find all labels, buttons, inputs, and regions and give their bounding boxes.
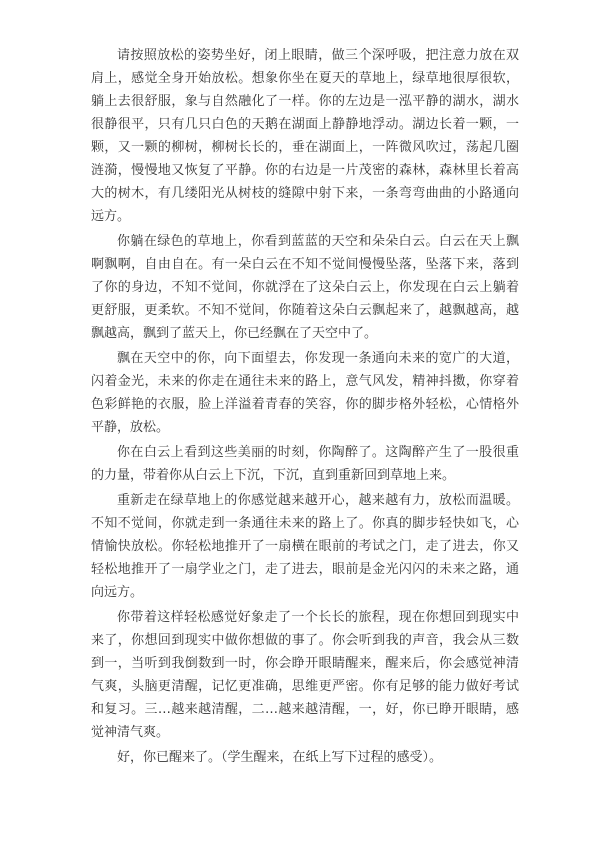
paragraph-relaxation-intro: 请按照放松的姿势坐好，闭上眼睛，做三个深呼吸，把注意力放在双肩上，感觉全身开始放松。想象你坐在夏天的草地上，绿草地很厚很软，躺上去很舒服，象与自然融化了一样。你的左边是一泓平静的湖水，湖水很静很平，只有几只白色的天鹅在湖面上静静地浮动。湖边长着一颗，一颗，又一颗的柳树，柳树长长的，垂在湖面上，一阵微风吹过，荡起几圈涟漪，慢慢地又恢复了平静。你的右边是一片茂密的森林，森林里长着高大的树木，有几缕阳光从树枝的缝隙中射下来，一条弯弯曲曲的小路通向远方。	[91, 48, 519, 224]
paragraph-open-doors: 重新走在绿草地上的你感觉越来越开心，越来越有力，放松而温暖。不知不觉间，你就走到一条通往未来的路上了。你真的脚步轻快如飞，心情愉快放松。你轻松地推开了一扇横在眼前的考试之门，走了进去，你又轻松地推开了一扇学业之门，走了进去，眼前是金光闪闪的未来之路，通向远方。	[91, 493, 519, 600]
paragraph-floating-cloud: 你躺在绿色的草地上，你看到蓝蓝的天空和朵朵白云。白云在天上飘啊飘啊，自由自在。有一朵白云在不知不觉间慢慢坠落，坠落下来，落到了你的身边，不知不觉间，你就浮在了这朵白云上，你发现在白云上躺着更舒服，更柔软。不知不觉间，你随着这朵白云飘起来了，越飘越高，越飘越高，飘到了蓝天上，你已经飘在了天空中了。	[91, 234, 519, 341]
paragraph-awake: 好，你已醒来了。（学生醒来，在纸上写下过程的感受）。	[117, 750, 443, 765]
paragraph-countdown: 你带着这样轻松感觉好象走了一个长长的旅程，现在你想回到现实中来了，你想回到现实中做你想做的事了。你会听到我的声音，我会从三数到一，当听到我倒数到一时，你会睁开眼睛醒来，醒来后，你会感觉神清气爽，头脑更清醒，记忆更准确，思维更严密。你有足够的能力做好考试和复习。三…越来越清醒，二…越来越清醒，一，好，你已睁开眼睛，感觉神清气爽。	[91, 610, 519, 740]
paragraph-return-to-grass: 你在白云上看到这些美丽的时刻，你陶醉了。这陶醉产生了一股很重的力量，带着你从白云上下沉，下沉，直到重新回到草地上来。	[91, 445, 519, 483]
document-body	[91, 44, 519, 771]
paragraph-future-road: 飘在天空中的你，向下面望去，你发现一条通向未来的宽广的大道，闪着金光，未来的你走在通往未来的路上，意气风发，精神抖擞，你穿着色彩鲜艳的衣服，脸上洋溢着青春的笑容，你的脚步格外轻松，心情格外平静，放松。	[91, 351, 519, 435]
